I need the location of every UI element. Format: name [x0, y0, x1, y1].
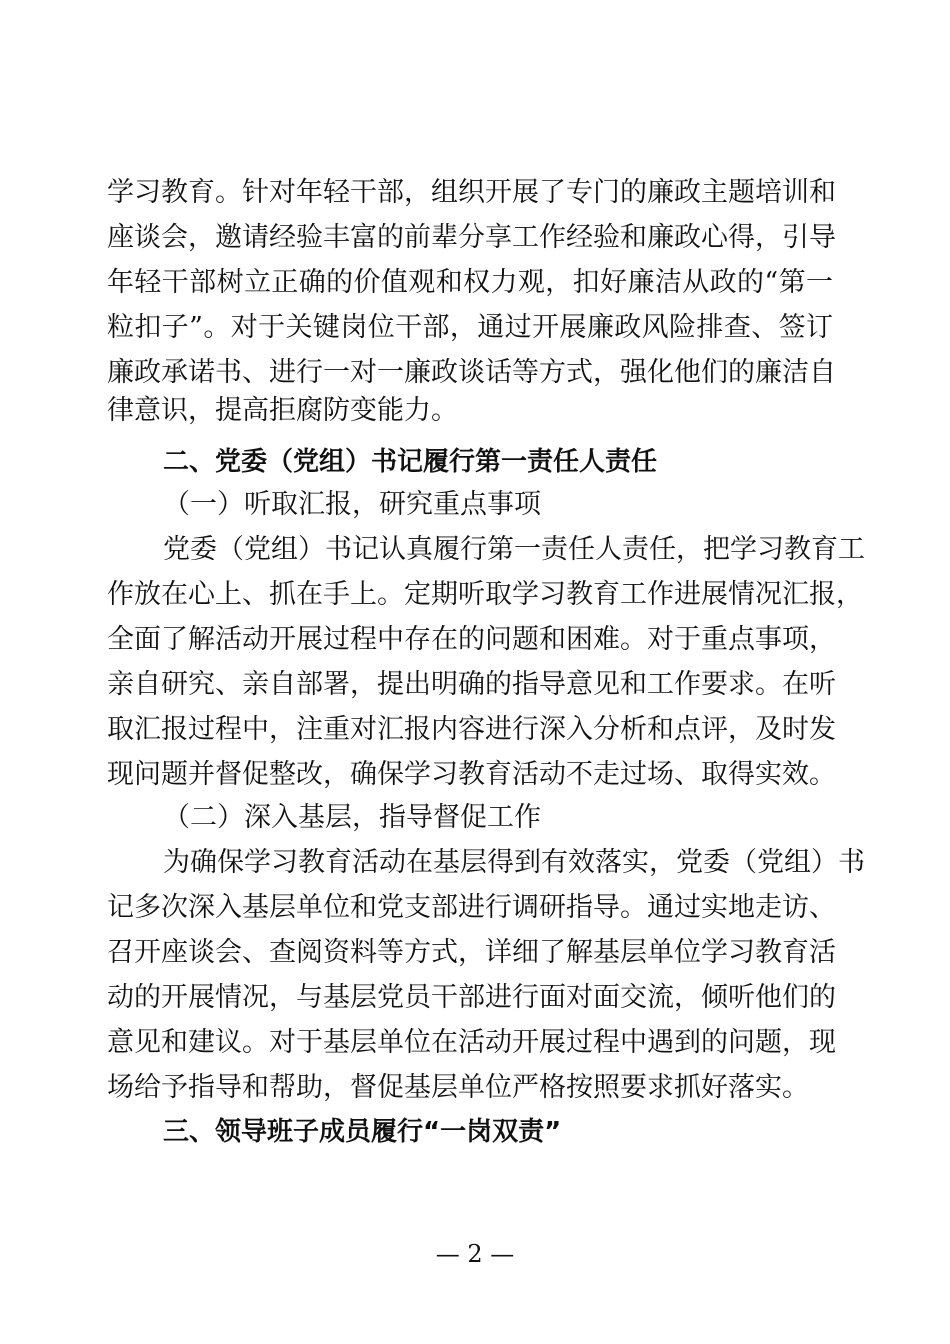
section-heading: 二、党委（党组）书记履行第一责任人责任 — [163, 447, 658, 477]
text-line: 座谈会，邀请经验丰富的前辈分享工作经验和廉政心得，引导 — [107, 222, 836, 253]
text-line: 亲自研究、亲自部署，提出明确的指导意见和工作要求。在听 — [107, 669, 836, 700]
text-line: 动的开展情况，与基层党员干部进行面对面交流，倾听他们的 — [107, 982, 836, 1013]
subsection-heading: （一）听取汇报，研究重点事项 — [163, 489, 541, 520]
text-line: 取汇报过程中，注重对汇报内容进行深入分析和点评，及时发 — [107, 714, 836, 745]
text-line: 为确保学习教育活动在基层得到有效落实，党委（党组）书 — [163, 847, 865, 878]
text-line: 学习教育。针对年轻干部，组织开展了专门的廉政主题培训和 — [107, 177, 836, 208]
text-line: 粒扣子”。对于关键岗位干部，通过开展廉政风险排查、签订 — [107, 312, 833, 343]
text-line: 记多次深入基层单位和党支部进行调研指导。通过实地走访、 — [107, 892, 836, 923]
text-line: 意见和建议。对于基层单位在活动开展过程中遇到的问题，现 — [107, 1027, 836, 1058]
text-line: 年轻干部树立正确的价值观和权力观，扣好廉洁从政的“第一 — [107, 267, 833, 298]
text-line: 廉政承诺书、进行一对一廉政谈话等方式，强化他们的廉洁自 — [107, 357, 836, 388]
subsection-heading: （二）深入基层，指导督促工作 — [163, 802, 541, 833]
text-line: 党委（党组）书记认真履行第一责任人责任，把学习教育工 — [163, 534, 865, 565]
text-line: 作放在心上、抓在手上。定期听取学习教育工作进展情况汇报， — [107, 579, 863, 610]
section-heading: 三、领导班子成员履行“一岗双责” — [163, 1117, 562, 1147]
page-number: — 2 — — [435, 1240, 515, 1268]
text-line: 召开座谈会、查阅资料等方式，详细了解基层单位学习教育活 — [107, 937, 836, 968]
text-line: 场给予指导和帮助，督促基层单位严格按照要求抓好落实。 — [107, 1072, 809, 1103]
text-line: 全面了解活动开展过程中存在的问题和困难。对于重点事项， — [107, 624, 836, 655]
text-line: 现问题并督促整改，确保学习教育活动不走过场、取得实效。 — [107, 759, 836, 790]
text-line: 律意识，提高拒腐防变能力。 — [107, 395, 458, 426]
